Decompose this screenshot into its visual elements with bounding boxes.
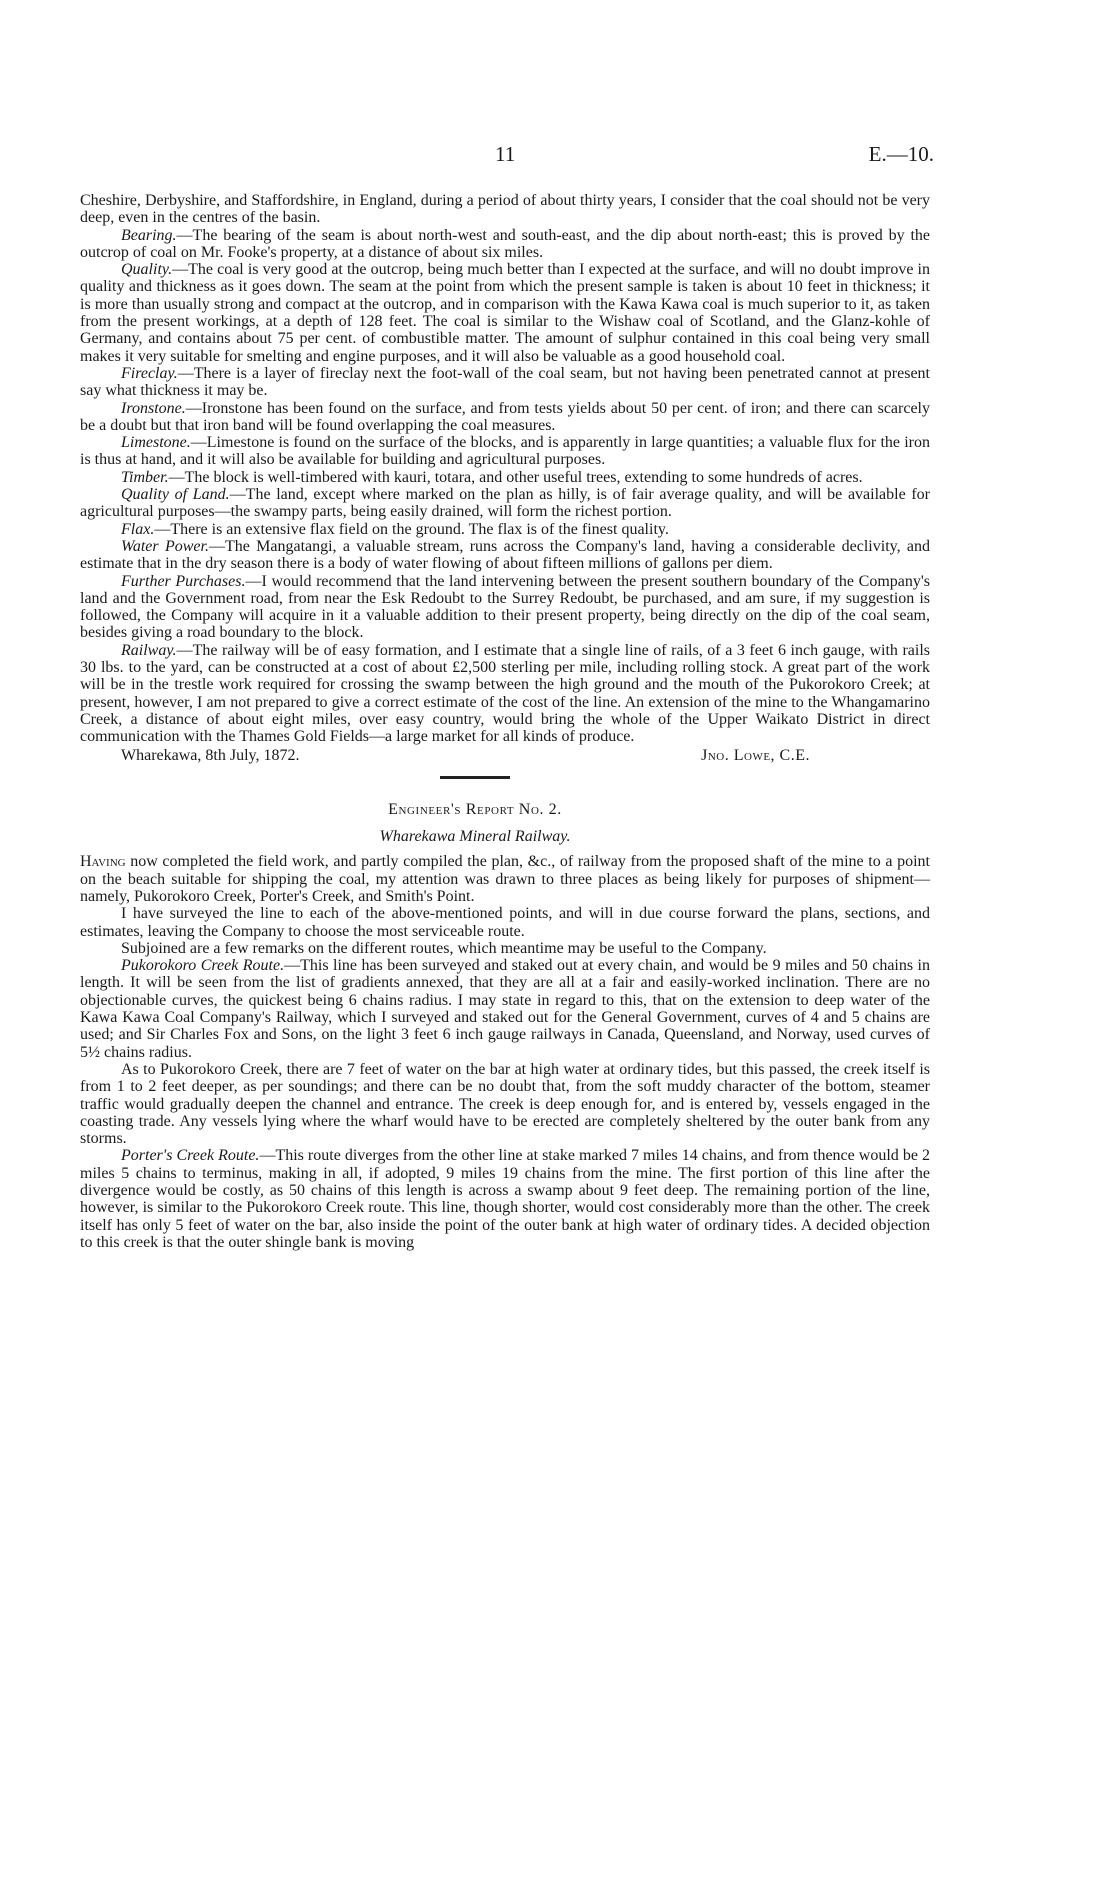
paragraph-ironstone: Ironstone.—Ironstone has been found on the surface, and from tests yields about 50 per cent. of iron; and there can scarcely be a doubt but that iron band will be found overlapping the coal measures. <box>80 399 930 434</box>
heading-fireclay: Fireclay. <box>121 364 178 382</box>
heading-quality-of-land: Quality of Land. <box>121 486 230 504</box>
paragraph-further-purchases: Further Purchases.—I would recommend that the land intervening between the present southern boundary of the Company's land and the Government road, from near the Esk Redoubt to the Surrey Redoubt, be purchased, and am sure, if my suggestion is followed, the Company will acquire in it a valuable addition to their present property, being directly on the dip of the coal seam, besides giving a road boundary to the block. <box>80 572 931 642</box>
signature-line <box>80 747 930 764</box>
paragraph-quality-of-land: Quality of Land.—The land, except where marked on the plan as hilly, is of fair average quality, and will be available for agricultural purposes—the swampy parts, being easily drained, will form the richest portion. <box>80 486 931 521</box>
paragraph-water-power: Water Power.—The Mangatangi, a valuable stream, runs across the Company's land, having a considerable declivity, and estimate that in the dry season there is a body of water flowing of about fifteen millions of gallons per diem. <box>80 537 931 573</box>
heading-further-purchases: Further Purchases. <box>121 572 246 590</box>
section-divider <box>440 776 510 779</box>
heading-porters-route: Porter's Creek Route. <box>121 1147 260 1165</box>
document-body <box>80 192 930 1251</box>
signature-place-date: Wharekawa, 8th July, 1872. <box>121 746 300 764</box>
paragraph-limestone: Limestone.—Limestone is found on the surface of the blocks, and is apparently in large quantities; a valuable flux for the iron is thus at hand, and it will also be available for building and agricultural purposes. <box>80 434 930 469</box>
heading-timber: Timber. <box>121 468 169 486</box>
heading-quality: Quality. <box>121 261 173 279</box>
paragraph-quality: Quality.—The coal is very good at the outcrop, being much better than I expected at the surface, and will no doubt improve in quality and thickness as it goes down. The seam at the point from which the present sample is taken is about 10 feet in thickness; it is more than usually strong and compact at the outcrop, and in comparison with the Kawa Kawa coal is much superior to it, as taken from the present workings, at a depth of 128 feet. The coal is similar to the Wishaw coal of Scotland, and the Glanz-kohle of Germany, and contains about 75 per cent. of combustible matter. The amount of sulphur contained in this coal being very small makes it very suitable for smelting and engine purposes, and it will also be valuable as a good household coal. <box>80 261 930 365</box>
heading-ironstone: Ironstone. <box>121 399 186 417</box>
report-1-section <box>80 192 930 764</box>
paragraph-fireclay: Fireclay.—There is a layer of fireclay next the foot-wall of the coal seam, but not having been penetrated cannot at present say what thickness it may be. <box>80 364 930 400</box>
signature-name: Jno. Lowe, C.E. <box>701 746 810 764</box>
paragraph-subjoined: Subjoined are a few remarks on the different routes, which meantime may be useful to the Company. <box>121 939 767 957</box>
paragraph-opening: Having now completed the field work, and partly compiled the plan, &c., of railway from the proposed shaft of the mine to a point on the beach suitable for shipping the coal, my attention was drawn to three places as being likely for purposes of shipment—namely, Pukorokoro Creek, Porter's Creek, and Smith's Point. <box>80 853 930 905</box>
heading-bearing: Bearing. <box>121 226 177 244</box>
heading-limestone: Limestone. <box>121 434 191 452</box>
paragraph-pukorokoro-creek: As to Pukorokoro Creek, there are 7 feet of water on the bar at high water at ordinary tides, but this passed, the creek itself is from 1 to 2 feet deeper, as per soundings; and there can be no doubt that, from the soft muddy character of the bottom, steamer traffic would gradually deepen the channel and entrance. The creek is deep enough for, and is entered by, vessels engaged in the coasting trade. Any vessels lying where the wharf would have to be erected are completely sheltered by the outer bank from any storms. <box>80 1060 930 1148</box>
opening-word: Having <box>80 853 126 871</box>
paragraph-pukorokoro-route: Pukorokoro Creek Route.—This line has been surveyed and staked out at every chain, and would be 9 miles and 50 chains in length. It will be seen from the list of gradients annexed, that they are all at a fair and easily-worked inclination. There are no objectionable curves, the quickest being 6 chains radius. I may state in regard to this, that on the extension to deep water of the Kawa Kawa Coal Company's Railway, which I surveyed and staked out for the General Government, curves of 4 and 5 chains are used; and Sir Charles Fox and Sons, on the light 3 feet 6 inch gauge railways in Canada, Queensland, and Norway, used curves of 5½ chains radius. <box>80 957 930 1061</box>
paragraph-bearing: Bearing.—The bearing of the seam is about north-west and south-east, and the dip about north-east; this is proved by the outcrop of coal on Mr. Fooke's property, at a distance of about six miles. <box>80 226 930 261</box>
paragraph-surveyed: I have surveyed the line to each of the above-mentioned points, and will in due course forward the plans, sections, and estimates, leaving the Company to choose the most serviceable route. <box>80 905 930 940</box>
paragraph-porters-route: Porter's Creek Route.—This route diverges from the other line at stake marked 7 miles 14 chains, and from thence would be 2 miles 5 chains to terminus, making in all, if adopted, 9 miles 19 chains from the mine. The first portion of this line after the divergence would be costly, as 50 chains of this length is across a swamp about 9 feet deep. The remaining portion of the line, however, is similar to the Pukorokoro Creek route. This line, though shorter, would cost considerably more than the other. The creek itself has only 5 feet of water on the bar, also inside the point of the outer bank at high water of ordinary tides. A decided objection to this creek is that the outer shingle bank is moving <box>80 1147 930 1251</box>
heading-flax: Flax. <box>121 520 155 538</box>
report-2-subtitle: Wharekawa Mineral Railway. <box>379 828 571 846</box>
report-2-section <box>80 801 930 1251</box>
page-reference: E.—10. <box>868 142 934 166</box>
heading-water-power: Water Power. <box>121 537 209 555</box>
heading-pukorokoro-route: Pukorokoro Creek Route. <box>121 957 285 975</box>
page-number: 11 <box>495 142 516 166</box>
paragraph-continuation: Cheshire, Derbyshire, and Staffordshire, in England, during a period of about thirty years, I consider that the coal should not be very deep, even in the centres of the basin. <box>80 192 930 227</box>
report-2-title: Engineer's Report No. 2. <box>388 800 562 818</box>
paragraph-timber: Timber.—The block is well-timbered with kauri, totara, and other useful trees, extending to some hundreds of acres. <box>121 468 863 486</box>
paragraph-flax: Flax.—There is an extensive flax field on the ground. The flax is of the finest quality. <box>121 520 669 538</box>
paragraph-railway: Railway.—The railway will be of easy formation, and I estimate that a single line of rails, of a 3 feet 6 inch gauge, with rails 30 lbs. to the yard, can be constructed at a cost of about £2,500 sterling per mile, including rolling stock. A great part of the work will be in the trestle work required for crossing the swamp between the high ground and the mouth of the Pukorokoro Creek; at present, however, I am not prepared to give a correct estimate of the cost of the line. An extension of the mine to the Whangamarino Creek, a distance of about eight miles, over easy country, would bring the whole of the Upper Waikato District in direct communication with the Thames Gold Fields—a large market for all kinds of produce. <box>80 641 930 746</box>
heading-railway: Railway. <box>121 641 177 659</box>
